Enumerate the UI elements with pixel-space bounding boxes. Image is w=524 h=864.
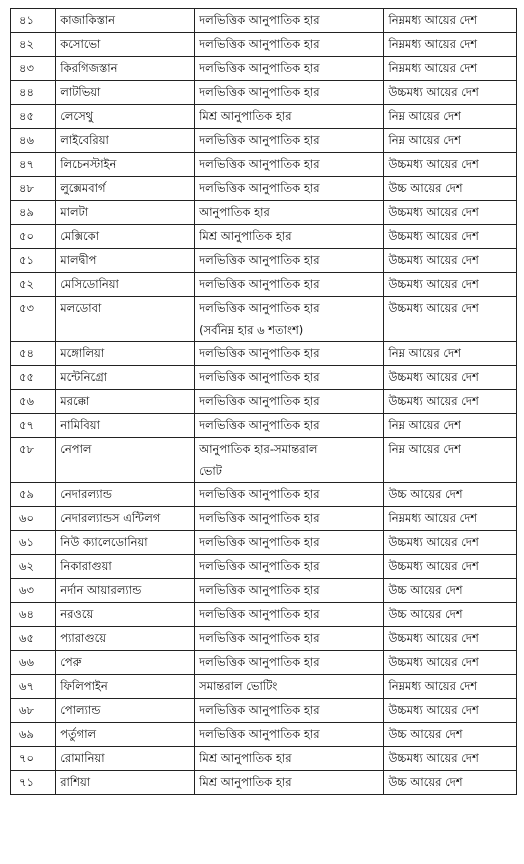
electoral-system-line: দলভিত্তিক আনুপাতিক হার xyxy=(199,370,320,384)
electoral-system-cell xyxy=(195,273,384,297)
electoral-system-line: দলভিত্তিক আনুপাতিক হার xyxy=(199,394,320,408)
electoral-system-line: মিশ্র আনুপাতিক হার xyxy=(199,775,292,789)
country-name-cell: লিচেনস্টাইন xyxy=(56,153,195,177)
electoral-system-line: দলভিত্তিক আনুপাতিক হার xyxy=(199,181,320,195)
electoral-system-cell xyxy=(195,603,384,627)
country-name-cell: নেদারল্যান্ড xyxy=(56,483,195,507)
country-name-cell: লুক্সেমবার্গ xyxy=(56,177,195,201)
income-group-cell: উচ্চমধ্য আয়ের দেশ xyxy=(384,747,517,771)
electoral-system-cell xyxy=(195,555,384,579)
electoral-system-line: মিশ্র আনুপাতিক হার xyxy=(199,109,292,123)
electoral-system-cell xyxy=(195,225,384,249)
country-table-body xyxy=(11,9,517,795)
electoral-system-cell xyxy=(195,9,384,33)
serial-number-cell: ৪৮ xyxy=(11,177,56,201)
country-name-cell: মেসিডোনিয়া xyxy=(56,273,195,297)
serial-number-cell: ৪১ xyxy=(11,9,56,33)
electoral-system-line: আনুপাতিক হার-সমান্তরাল xyxy=(199,442,318,456)
electoral-system-line: (সর্বনিম্ন হার ৬ শতাংশ) xyxy=(199,323,304,337)
income-group-cell: উচ্চ আয়ের দেশ xyxy=(384,579,517,603)
income-group-cell: নিম্ন আয়ের দেশ xyxy=(384,105,517,129)
electoral-system-line: দলভিত্তিক আনুপাতিক হার xyxy=(199,157,320,171)
country-table xyxy=(10,8,517,795)
electoral-system-cell xyxy=(195,201,384,225)
serial-number-cell: ৬৩ xyxy=(11,579,56,603)
serial-number-cell: ৫০ xyxy=(11,225,56,249)
income-group-cell: উচ্চ আয়ের দেশ xyxy=(384,723,517,747)
electoral-system-line: সমান্তরাল ভোটিং xyxy=(199,679,278,693)
table-row xyxy=(11,723,517,747)
serial-number-cell: ৬৪ xyxy=(11,603,56,627)
electoral-system-cell xyxy=(195,579,384,603)
electoral-system-line: দলভিত্তিক আনুপাতিক হার xyxy=(199,655,320,669)
electoral-system-line: দলভিত্তিক আনুপাতিক হার xyxy=(199,37,320,51)
electoral-system-cell xyxy=(195,627,384,651)
table-row xyxy=(11,507,517,531)
electoral-system-line: দলভিত্তিক আনুপাতিক হার xyxy=(199,277,320,291)
serial-number-cell: ৬৬ xyxy=(11,651,56,675)
electoral-system-line: আনুপাতিক হার xyxy=(199,205,270,219)
income-group-cell: উচ্চ আয়ের দেশ xyxy=(384,483,517,507)
electoral-system-line: মিশ্র আনুপাতিক হার xyxy=(199,229,292,243)
country-name-cell: কিরগিজস্তান xyxy=(56,57,195,81)
income-group-cell: উচ্চমধ্য আয়ের দেশ xyxy=(384,81,517,105)
serial-number-cell: ৫৪ xyxy=(11,342,56,366)
income-group-cell: উচ্চ আয়ের দেশ xyxy=(384,177,517,201)
income-group-cell: উচ্চমধ্য আয়ের দেশ xyxy=(384,201,517,225)
income-group-cell: নিম্নমধ্য আয়ের দেশ xyxy=(384,507,517,531)
electoral-system-cell xyxy=(195,105,384,129)
electoral-system-line: দলভিত্তিক আনুপাতিক হার xyxy=(199,61,320,75)
table-row xyxy=(11,225,517,249)
electoral-system-cell xyxy=(195,249,384,273)
table-row xyxy=(11,153,517,177)
table-row xyxy=(11,483,517,507)
table-row xyxy=(11,531,517,555)
table-row xyxy=(11,366,517,390)
table-row xyxy=(11,201,517,225)
table-row xyxy=(11,57,517,81)
electoral-system-cell xyxy=(195,531,384,555)
country-name-cell: কসোভো xyxy=(56,33,195,57)
income-group-cell: উচ্চমধ্য আয়ের দেশ xyxy=(384,153,517,177)
table-row xyxy=(11,675,517,699)
serial-number-cell: ৫৯ xyxy=(11,483,56,507)
serial-number-cell: ৪২ xyxy=(11,33,56,57)
income-group-cell: উচ্চ আয়ের দেশ xyxy=(384,603,517,627)
country-name-cell: লাটভিয়া xyxy=(56,81,195,105)
electoral-system-cell xyxy=(195,438,384,483)
table-row xyxy=(11,699,517,723)
country-name-cell: মন্টেনিগ্রো xyxy=(56,366,195,390)
serial-number-cell: ৫৩ xyxy=(11,297,56,342)
electoral-system-line: মিশ্র আনুপাতিক হার xyxy=(199,751,292,765)
serial-number-cell: ৭১ xyxy=(11,771,56,795)
table-row xyxy=(11,33,517,57)
table-row xyxy=(11,414,517,438)
serial-number-cell: ৭০ xyxy=(11,747,56,771)
income-group-cell: নিম্নমধ্য আয়ের দেশ xyxy=(384,33,517,57)
income-group-cell: নিম্ন আয়ের দেশ xyxy=(384,438,517,483)
serial-number-cell: ৬১ xyxy=(11,531,56,555)
country-name-cell: নিকারাগুয়া xyxy=(56,555,195,579)
serial-number-cell: ৫৫ xyxy=(11,366,56,390)
table-row xyxy=(11,129,517,153)
income-group-cell: উচ্চমধ্য আয়ের দেশ xyxy=(384,651,517,675)
table-row xyxy=(11,105,517,129)
income-group-cell: উচ্চমধ্য আয়ের দেশ xyxy=(384,249,517,273)
serial-number-cell: ৬৭ xyxy=(11,675,56,699)
income-group-cell: নিম্নমধ্য আয়ের দেশ xyxy=(384,675,517,699)
electoral-system-cell xyxy=(195,129,384,153)
country-name-cell: কাজাকিস্তান xyxy=(56,9,195,33)
electoral-system-line: দলভিত্তিক আনুপাতিক হার xyxy=(199,703,320,717)
income-group-cell: নিম্নমধ্য আয়ের দেশ xyxy=(384,9,517,33)
electoral-system-line: দলভিত্তিক আনুপাতিক হার xyxy=(199,511,320,525)
country-name-cell: পেরু xyxy=(56,651,195,675)
income-group-cell: উচ্চমধ্য আয়ের দেশ xyxy=(384,225,517,249)
table-row xyxy=(11,438,517,483)
serial-number-cell: ৫৭ xyxy=(11,414,56,438)
country-name-cell: প্যারাগুয়ে xyxy=(56,627,195,651)
country-name-cell: মরক্কো xyxy=(56,390,195,414)
electoral-system-line: দলভিত্তিক আনুপাতিক হার xyxy=(199,85,320,99)
income-group-cell: উচ্চমধ্য আয়ের দেশ xyxy=(384,297,517,342)
electoral-system-cell xyxy=(195,747,384,771)
serial-number-cell: ৪৭ xyxy=(11,153,56,177)
country-name-cell: রোমানিয়া xyxy=(56,747,195,771)
electoral-system-cell xyxy=(195,675,384,699)
country-name-cell: নর্দান আয়ারল্যান্ড xyxy=(56,579,195,603)
electoral-system-cell xyxy=(195,297,384,342)
table-row xyxy=(11,555,517,579)
table-row xyxy=(11,747,517,771)
serial-number-cell: ৫১ xyxy=(11,249,56,273)
electoral-system-cell xyxy=(195,177,384,201)
table-row xyxy=(11,177,517,201)
income-group-cell: নিম্ন আয়ের দেশ xyxy=(384,342,517,366)
table-row xyxy=(11,579,517,603)
electoral-system-cell xyxy=(195,651,384,675)
serial-number-cell: ৫২ xyxy=(11,273,56,297)
serial-number-cell: ৪৬ xyxy=(11,129,56,153)
table-row xyxy=(11,342,517,366)
table-row xyxy=(11,297,517,342)
electoral-system-cell xyxy=(195,507,384,531)
country-name-cell: নেদারল্যান্ডস এন্টিলগ xyxy=(56,507,195,531)
electoral-system-cell xyxy=(195,366,384,390)
electoral-system-cell xyxy=(195,57,384,81)
electoral-system-cell xyxy=(195,342,384,366)
income-group-cell: নিম্ন আয়ের দেশ xyxy=(384,414,517,438)
electoral-system-line: দলভিত্তিক আনুপাতিক হার xyxy=(199,607,320,621)
income-group-cell: উচ্চমধ্য আয়ের দেশ xyxy=(384,627,517,651)
electoral-system-cell xyxy=(195,483,384,507)
electoral-system-cell xyxy=(195,414,384,438)
electoral-system-line: দলভিত্তিক আনুপাতিক হার xyxy=(199,346,320,360)
electoral-system-line: দলভিত্তিক আনুপাতিক হার xyxy=(199,253,320,267)
serial-number-cell: ৬৫ xyxy=(11,627,56,651)
electoral-system-line: দলভিত্তিক আনুপাতিক হার xyxy=(199,418,320,432)
electoral-system-line: দলভিত্তিক আনুপাতিক হার xyxy=(199,727,320,741)
electoral-system-line: দলভিত্তিক আনুপাতিক হার xyxy=(199,13,320,27)
country-name-cell: রাশিয়া xyxy=(56,771,195,795)
table-row xyxy=(11,771,517,795)
electoral-system-cell xyxy=(195,390,384,414)
income-group-cell: উচ্চ আয়ের দেশ xyxy=(384,771,517,795)
electoral-system-line: দলভিত্তিক আনুপাতিক হার xyxy=(199,133,320,147)
table-row xyxy=(11,390,517,414)
electoral-system-line: দলভিত্তিক আনুপাতিক হার xyxy=(199,535,320,549)
income-group-cell: উচ্চমধ্য আয়ের দেশ xyxy=(384,273,517,297)
serial-number-cell: ৬২ xyxy=(11,555,56,579)
country-name-cell: মঙ্গোলিয়া xyxy=(56,342,195,366)
country-name-cell: মলডোবা xyxy=(56,297,195,342)
table-row xyxy=(11,603,517,627)
country-name-cell: ফিলিপাইন xyxy=(56,675,195,699)
electoral-system-cell xyxy=(195,153,384,177)
table-row xyxy=(11,273,517,297)
country-name-cell: লাইবেরিয়া xyxy=(56,129,195,153)
income-group-cell: নিম্ন আয়ের দেশ xyxy=(384,129,517,153)
serial-number-cell: ৪৩ xyxy=(11,57,56,81)
table-row xyxy=(11,81,517,105)
serial-number-cell: ৪৪ xyxy=(11,81,56,105)
electoral-system-line: দলভিত্তিক আনুপাতিক হার xyxy=(199,559,320,573)
table-row xyxy=(11,249,517,273)
income-group-cell: উচ্চমধ্য আয়ের দেশ xyxy=(384,555,517,579)
country-name-cell: লেসেথু xyxy=(56,105,195,129)
table-row xyxy=(11,627,517,651)
country-name-cell: মেক্সিকো xyxy=(56,225,195,249)
electoral-system-line: দলভিত্তিক আনুপাতিক হার xyxy=(199,631,320,645)
country-name-cell: নরওয়ে xyxy=(56,603,195,627)
table-row xyxy=(11,9,517,33)
income-group-cell: উচ্চমধ্য আয়ের দেশ xyxy=(384,699,517,723)
electoral-system-cell xyxy=(195,81,384,105)
electoral-system-cell xyxy=(195,699,384,723)
country-name-cell: পোল্যান্ড xyxy=(56,699,195,723)
electoral-system-line: দলভিত্তিক আনুপাতিক হার xyxy=(199,487,320,501)
country-name-cell: নেপাল xyxy=(56,438,195,483)
country-name-cell: মালদ্বীপ xyxy=(56,249,195,273)
electoral-system-cell xyxy=(195,771,384,795)
country-name-cell: নিউ ক্যালেডোনিয়া xyxy=(56,531,195,555)
serial-number-cell: ৬৯ xyxy=(11,723,56,747)
serial-number-cell: ৬৮ xyxy=(11,699,56,723)
serial-number-cell: ৫৮ xyxy=(11,438,56,483)
electoral-system-line: দলভিত্তিক আনুপাতিক হার xyxy=(199,583,320,597)
income-group-cell: উচ্চমধ্য আয়ের দেশ xyxy=(384,390,517,414)
income-group-cell: উচ্চমধ্য আয়ের দেশ xyxy=(384,531,517,555)
serial-number-cell: ৪৫ xyxy=(11,105,56,129)
income-group-cell: উচ্চমধ্য আয়ের দেশ xyxy=(384,366,517,390)
country-name-cell: পর্তুগাল xyxy=(56,723,195,747)
country-name-cell: নামিবিয়া xyxy=(56,414,195,438)
electoral-system-line: দলভিত্তিক আনুপাতিক হার xyxy=(199,301,320,315)
electoral-system-line: ভোট xyxy=(199,464,222,478)
income-group-cell: নিম্নমধ্য আয়ের দেশ xyxy=(384,57,517,81)
serial-number-cell: ৪৯ xyxy=(11,201,56,225)
country-name-cell: মালটা xyxy=(56,201,195,225)
serial-number-cell: ৫৬ xyxy=(11,390,56,414)
serial-number-cell: ৬০ xyxy=(11,507,56,531)
table-row xyxy=(11,651,517,675)
electoral-system-cell xyxy=(195,33,384,57)
electoral-system-cell xyxy=(195,723,384,747)
